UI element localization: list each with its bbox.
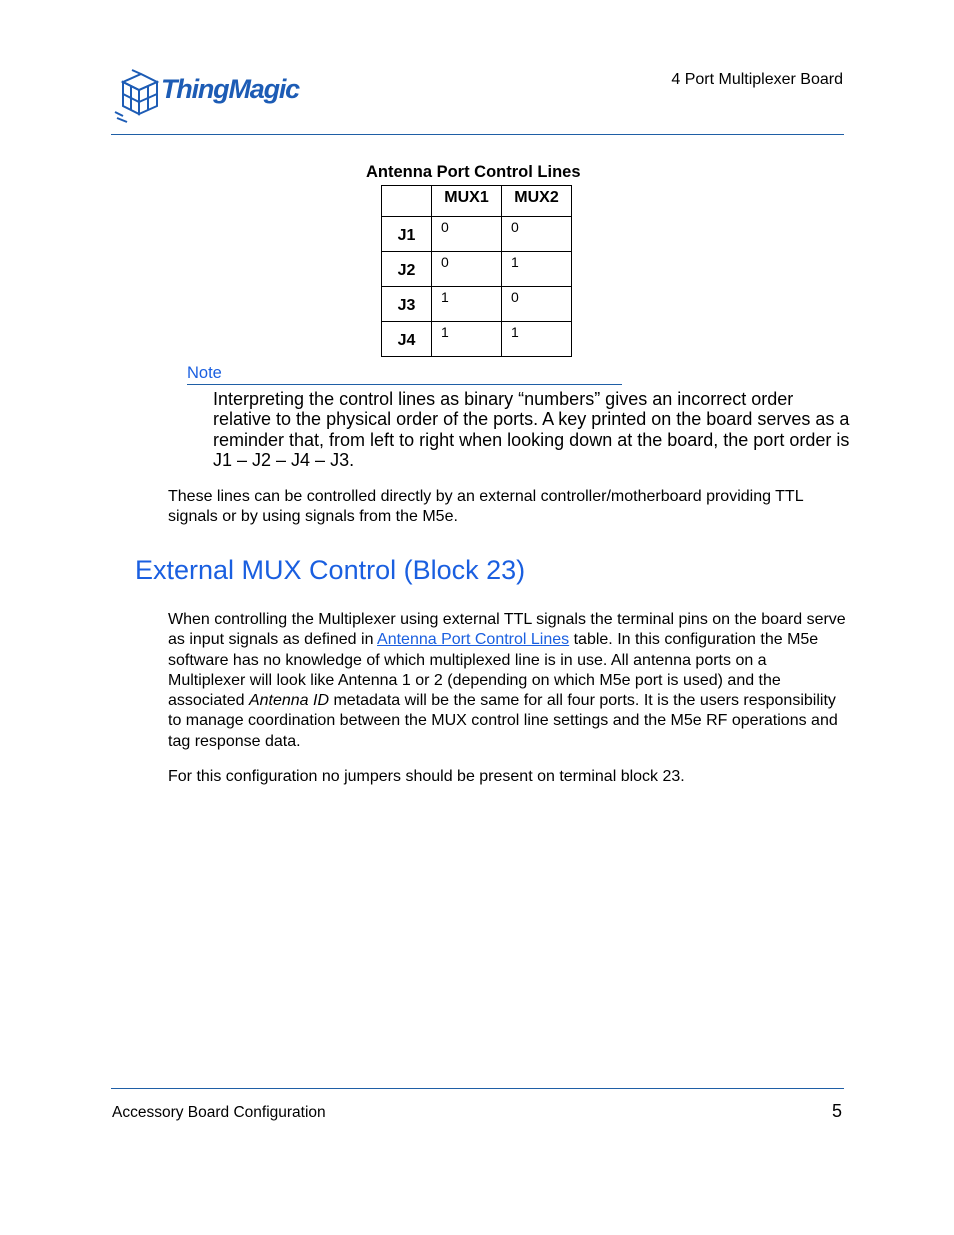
table-title: Antenna Port Control Lines: [366, 163, 581, 181]
thingmagic-logo: [113, 68, 313, 124]
row-header-port: J1: [382, 217, 432, 252]
footer-rule: [111, 1088, 844, 1089]
table-row: [382, 322, 572, 357]
cell-mux1: 0: [432, 217, 502, 252]
row-header-port: J2: [382, 252, 432, 287]
header-rule: [111, 134, 844, 135]
footer-section-title: Accessory Board Configuration: [112, 1104, 326, 1121]
cell-mux2: 1: [502, 252, 572, 287]
section-heading: External MUX Control (Block 23): [135, 555, 526, 585]
paragraph-text: When controlling the Multiplexer using external TTL signals the terminal pins on the board serve as input signals as defined in: [168, 611, 846, 649]
column-header-mux1: MUX1: [432, 186, 502, 217]
running-header-title: 4 Port Multiplexer Board: [671, 71, 843, 88]
antenna-port-table: [381, 185, 572, 357]
column-header-mux2: MUX2: [502, 186, 572, 217]
cell-mux1: 1: [432, 287, 502, 322]
paragraph-text: table. In this configuration the M5e software has no knowledge of which multiplexed line is in use. All antenna ports on a Multiplexer will look like Antenna 1 or 2 (depending on which M5e port is used) and the associated: [168, 631, 819, 710]
table-row: [382, 252, 572, 287]
cell-mux1: 1: [432, 322, 502, 357]
cell-mux1: 0: [432, 252, 502, 287]
cell-mux2: 1: [502, 322, 572, 357]
cell-mux2: 0: [502, 217, 572, 252]
table-corner-cell: [382, 186, 432, 217]
page-number: 5: [831, 1101, 842, 1121]
row-header-port: J4: [382, 322, 432, 357]
body-paragraph: For this configuration no jumpers should be present on terminal block 23.: [168, 768, 685, 785]
note-text: Interpreting the control lines as binary “numbers” gives an incorrect order relative to the physical order of the ports. A key printed on the board serves as a reminder that, from left to right when looking down at the board, the port order is J1 – J2 – J4 – J3.: [213, 389, 850, 470]
table-cross-reference-link[interactable]: Antenna Port Control Lines: [377, 631, 570, 649]
table-row: [382, 287, 572, 322]
logo-wordmark: ThingMagic: [161, 74, 299, 104]
emphasized-term: Antenna ID: [248, 692, 329, 710]
note-label: Note: [187, 364, 222, 382]
cell-mux2: 0: [502, 287, 572, 322]
body-paragraph: [168, 610, 848, 752]
note-rule: [187, 384, 622, 385]
table-row: [382, 217, 572, 252]
cube-logo-icon: [113, 68, 161, 124]
paragraph-text: metadata will be the same for all four ports. It is the users responsibility to manage coordination between the MUX control line settings and the M5e RF operations and tag response data.: [168, 692, 838, 750]
body-paragraph: These lines can be controlled directly by an external controller/motherboard providing TTL signals or by using signals from the M5e.: [168, 488, 803, 526]
row-header-port: J3: [382, 287, 432, 322]
table-header-row: [382, 186, 572, 217]
